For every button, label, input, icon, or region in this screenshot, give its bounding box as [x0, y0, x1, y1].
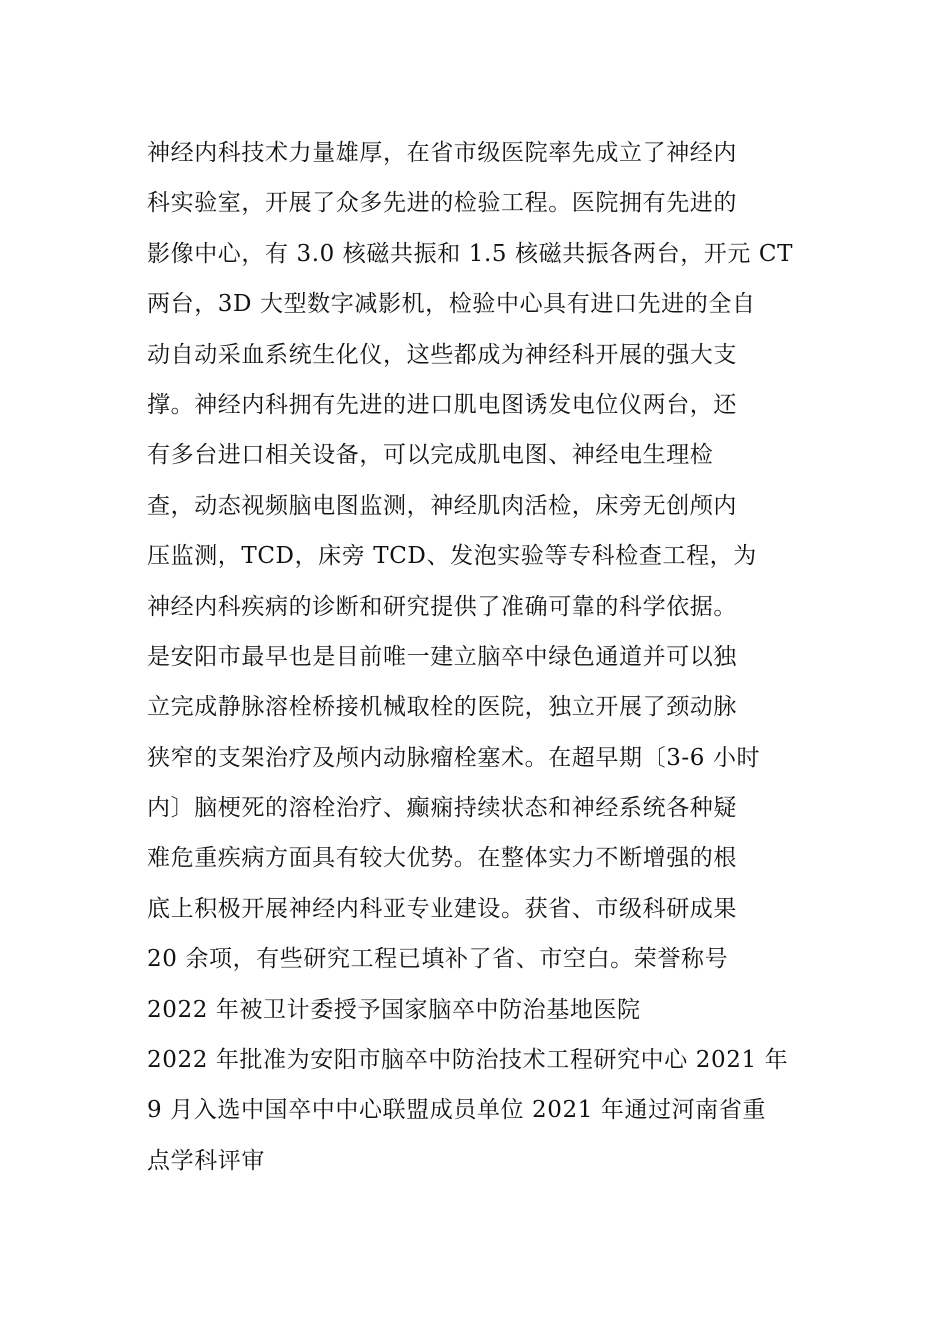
text-line: 2022 年批准为安阳市脑卒中防治技术工程研究中心 2021 年 — [147, 1047, 789, 1074]
text-line: 是安阳市最早也是目前唯一建立脑卒中绿色通道并可以独 — [147, 643, 737, 670]
body-text — [147, 128, 827, 1186]
text-line: 压监测，TCD，床旁 TCD、发泡实验等专科检查工程，为 — [147, 543, 757, 570]
text-line: 神经内科疾病的诊断和研究提供了准确可靠的科学依据。 — [147, 593, 737, 620]
text-line: 狭窄的支架治疗及颅内动脉瘤栓塞术。在超早期〔3-6 小时 — [147, 744, 761, 771]
text-line: 20 余项，有些研究工程已填补了省、市空白。荣誉称号 — [147, 946, 729, 973]
text-line: 难危重疾病方面具有较大优势。在整体实力不断增强的根 — [147, 845, 737, 872]
text-line: 底上积极开展神经内科亚专业建设。获省、市级科研成果 — [147, 895, 737, 922]
text-line: 2022 年被卫计委授予国家脑卒中防治基地医院 — [147, 996, 641, 1023]
text-line: 科实验室，开展了众多先进的检验工程。医院拥有先进的 — [147, 190, 737, 217]
text-line: 点学科评审 — [147, 1147, 265, 1174]
text-line: 动自动采血系统生化仪，这些都成为神经科开展的强大支 — [147, 341, 737, 368]
text-line: 撑。神经内科拥有先进的进口肌电图诱发电位仪两台，还 — [147, 391, 737, 418]
text-line: 查，动态视频脑电图监测，神经肌肉活检，床旁无创颅内 — [147, 492, 737, 519]
text-line: 9 月入选中国卒中中心联盟成员单位 2021 年通过河南省重 — [147, 1097, 767, 1124]
text-line: 神经内科技术力量雄厚，在省市级医院率先成立了神经内 — [147, 140, 737, 166]
text-line: 立完成静脉溶栓桥接机械取栓的医院，独立开展了颈动脉 — [147, 694, 737, 721]
text-line: 内〕脑梗死的溶栓治疗、癫痫持续状态和神经系统各种疑 — [147, 795, 737, 822]
text-line: 两台，3D 大型数字减影机，检验中心具有进口先进的全自 — [147, 291, 756, 318]
text-line: 影像中心，有 3.0 核磁共振和 1.5 核磁共振各两台，开元 CT — [147, 240, 794, 267]
text-line: 有多台进口相关设备，可以完成肌电图、神经电生理检 — [147, 442, 714, 469]
